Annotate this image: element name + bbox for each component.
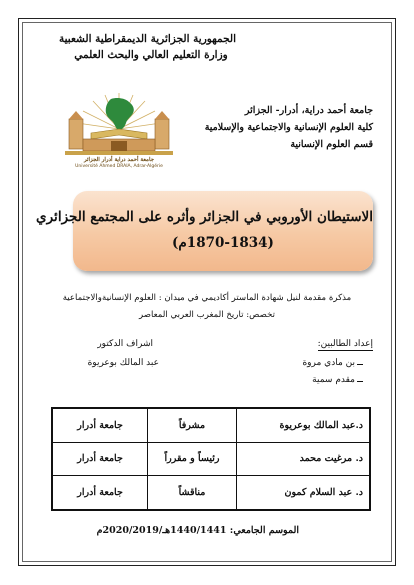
logo-caption-arabic: جامعة أحمد دراية أدرار الجزائر <box>83 157 155 163</box>
thesis-title-line2: (1870-1834م) <box>172 235 274 251</box>
supervisor-label: اشراف الدكتور <box>97 339 153 349</box>
student-name: بن مادي مروة <box>302 358 355 368</box>
thesis-title-line1: الاستيطان الأوروبي في الجزائر وأثره على المجتمع الجزائري <box>36 209 373 225</box>
supervisor-name: عبد المالك بوعريوة <box>87 358 159 368</box>
academic-season: الموسم الجامعي: 1440/1441هـ/2020/2019م <box>96 525 299 536</box>
jury-member-institution: جامعة أدرار <box>53 442 148 476</box>
jury-row <box>53 409 370 443</box>
cover-page-inner-border <box>22 22 392 562</box>
jury-member-institution: جامعة أدرار <box>53 476 148 510</box>
jury-member-name: د. مرغيت محمد <box>236 442 369 476</box>
jury-row <box>53 476 370 510</box>
memo-specialization: تخصص: تاريخ المغرب العربي المعاصر <box>138 310 276 320</box>
jury-member-role: رئيساً و مقرراً <box>148 442 237 476</box>
list-dash <box>357 381 363 382</box>
jury-member-name: د.عبد المالك بوعريوة <box>236 409 369 443</box>
thesis-title-box <box>36 191 373 271</box>
students-label: إعداد الطالبين: <box>317 339 373 349</box>
university-name: جامعة أحمد دراية، أدرار- الجزائر <box>244 105 373 116</box>
jury-member-institution: جامعة أدرار <box>53 409 148 443</box>
jury-member-role: مشرفاً <box>148 409 237 443</box>
cover-page-frame <box>18 18 396 566</box>
department-name: قسم العلوم الإنسانية <box>290 139 373 150</box>
faculty-name: كلية العلوم الإنسانية والاجتماعية والإسلامية <box>204 122 373 133</box>
student-name: مقدم سمية <box>312 375 355 385</box>
republic-header: الجمهورية الجزائرية الديمقراطية الشعبية <box>58 33 236 45</box>
list-dash <box>357 364 363 365</box>
ministry-header: وزارة التعليم العالي والبحث العلمي <box>74 49 228 61</box>
jury-row <box>53 442 370 476</box>
jury-member-role: مناقشاً <box>148 476 237 510</box>
university-logo-icon <box>61 89 177 157</box>
jury-table <box>51 407 371 511</box>
memo-description: مذكرة مقدمة لنيل شهادة الماستر أكاديمي في ميدان : العلوم الإنسانيةوالاجتماعية <box>62 293 352 303</box>
jury-member-name: د. عبد السلام كمون <box>236 476 369 510</box>
logo-caption-french: Université Ahmed DRAIA, Adrar-Algérie <box>75 164 163 169</box>
